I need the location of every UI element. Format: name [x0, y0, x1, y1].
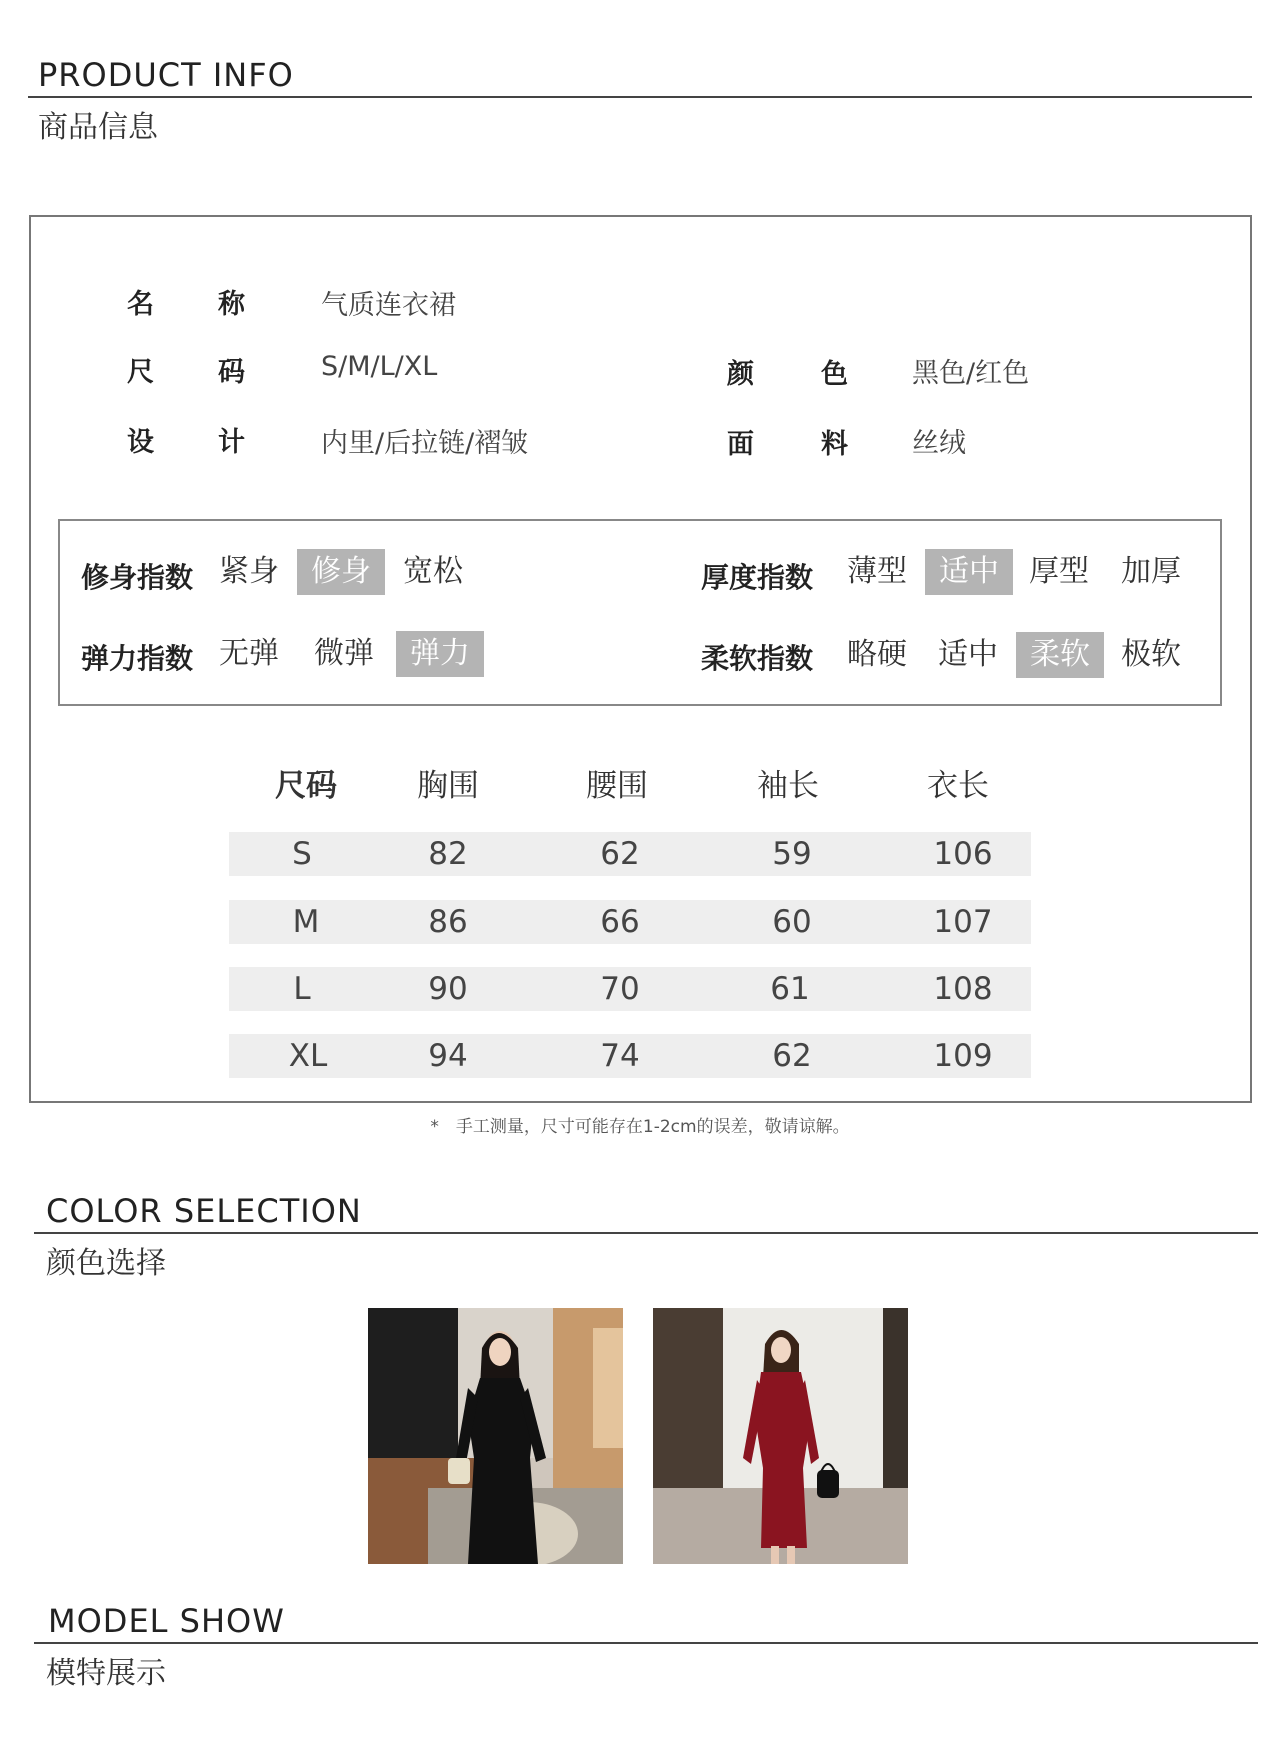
thickness-option-thin: 薄型 — [847, 554, 907, 589]
table-cell: 74 — [600, 1038, 640, 1074]
section-divider — [34, 1642, 1258, 1644]
thickness-option-extra-thick: 加厚 — [1121, 554, 1181, 589]
size-label-2: 码 — [218, 357, 245, 388]
fabric-value: 丝绒 — [912, 428, 966, 459]
table-cell: 82 — [428, 836, 468, 872]
table-cell: XL — [288, 1038, 328, 1074]
name-label-2: 称 — [218, 289, 245, 320]
name-label-1: 名 — [127, 289, 154, 320]
elasticity-option-none: 无弹 — [219, 636, 279, 671]
design-label-2: 计 — [218, 427, 245, 458]
fit-option-slim: 修身 — [297, 549, 385, 595]
section-title-en: PRODUCT INFO — [38, 56, 294, 94]
table-cell: 94 — [428, 1038, 468, 1074]
table-cell: 62 — [772, 1038, 812, 1074]
table-header-length: 衣长 — [927, 768, 989, 804]
thickness-index-label: 厚度指数 — [701, 561, 814, 594]
table-cell: 107 — [933, 904, 993, 940]
table-cell: 66 — [600, 904, 640, 940]
thickness-option-medium: 适中 — [925, 549, 1013, 595]
section-divider — [34, 1232, 1258, 1234]
fabric-label-1: 面 — [727, 429, 754, 460]
elasticity-option-slight: 微弹 — [314, 636, 374, 671]
fit-option-tight: 紧身 — [219, 554, 279, 589]
black-dress-photo[interactable] — [368, 1308, 623, 1564]
elasticity-option-elastic: 弹力 — [396, 631, 484, 677]
table-header-waist: 腰围 — [586, 768, 648, 804]
table-cell: M — [292, 904, 320, 940]
size-label-1: 尺 — [127, 357, 154, 388]
size-value: S/M/L/XL — [321, 351, 438, 382]
color-value: 黑色/红色 — [912, 358, 1030, 389]
table-cell: 106 — [933, 836, 993, 872]
name-value: 气质连衣裙 — [321, 290, 456, 321]
color-label-1: 颜 — [727, 359, 754, 390]
section-title-zh: 模特展示 — [46, 1656, 166, 1691]
fit-option-loose: 宽松 — [403, 554, 463, 589]
table-cell: 60 — [772, 904, 812, 940]
table-cell: S — [292, 836, 312, 872]
table-cell: 61 — [770, 971, 810, 1007]
softness-option-very-soft: 极软 — [1121, 637, 1181, 672]
color-label-2: 色 — [821, 359, 848, 390]
fabric-label-2: 料 — [821, 429, 848, 460]
section-title-en: MODEL SHOW — [48, 1602, 285, 1640]
table-cell: 59 — [772, 836, 812, 872]
table-cell: L — [293, 971, 311, 1007]
elasticity-index-label: 弹力指数 — [81, 642, 194, 675]
design-value: 内里/后拉链/褶皱 — [321, 428, 529, 459]
table-cell: 109 — [933, 1038, 993, 1074]
table-header-size: 尺码 — [275, 768, 337, 804]
table-cell: 86 — [428, 904, 468, 940]
table-cell: 108 — [933, 971, 993, 1007]
section-title-zh: 商品信息 — [38, 110, 158, 145]
softness-option-medium: 适中 — [938, 637, 998, 672]
section-title-en: COLOR SELECTION — [46, 1192, 362, 1230]
section-divider — [28, 96, 1252, 98]
fit-index-label: 修身指数 — [81, 561, 194, 594]
design-label-1: 设 — [127, 427, 154, 458]
red-dress-photo[interactable] — [653, 1308, 908, 1564]
table-header-sleeve: 袖长 — [757, 768, 819, 804]
table-cell: 70 — [600, 971, 640, 1007]
softness-option-firm: 略硬 — [847, 637, 907, 672]
softness-option-soft: 柔软 — [1016, 632, 1104, 678]
table-cell: 90 — [428, 971, 468, 1007]
table-cell: 62 — [600, 836, 640, 872]
section-title-zh: 颜色选择 — [46, 1246, 166, 1281]
thickness-option-thick: 厚型 — [1029, 554, 1089, 589]
table-header-chest: 胸围 — [417, 768, 479, 804]
measurement-note: * 手工测量，尺寸可能存在1-2cm的误差，敬请谅解。 — [430, 1117, 850, 1137]
softness-index-label: 柔软指数 — [701, 642, 814, 675]
